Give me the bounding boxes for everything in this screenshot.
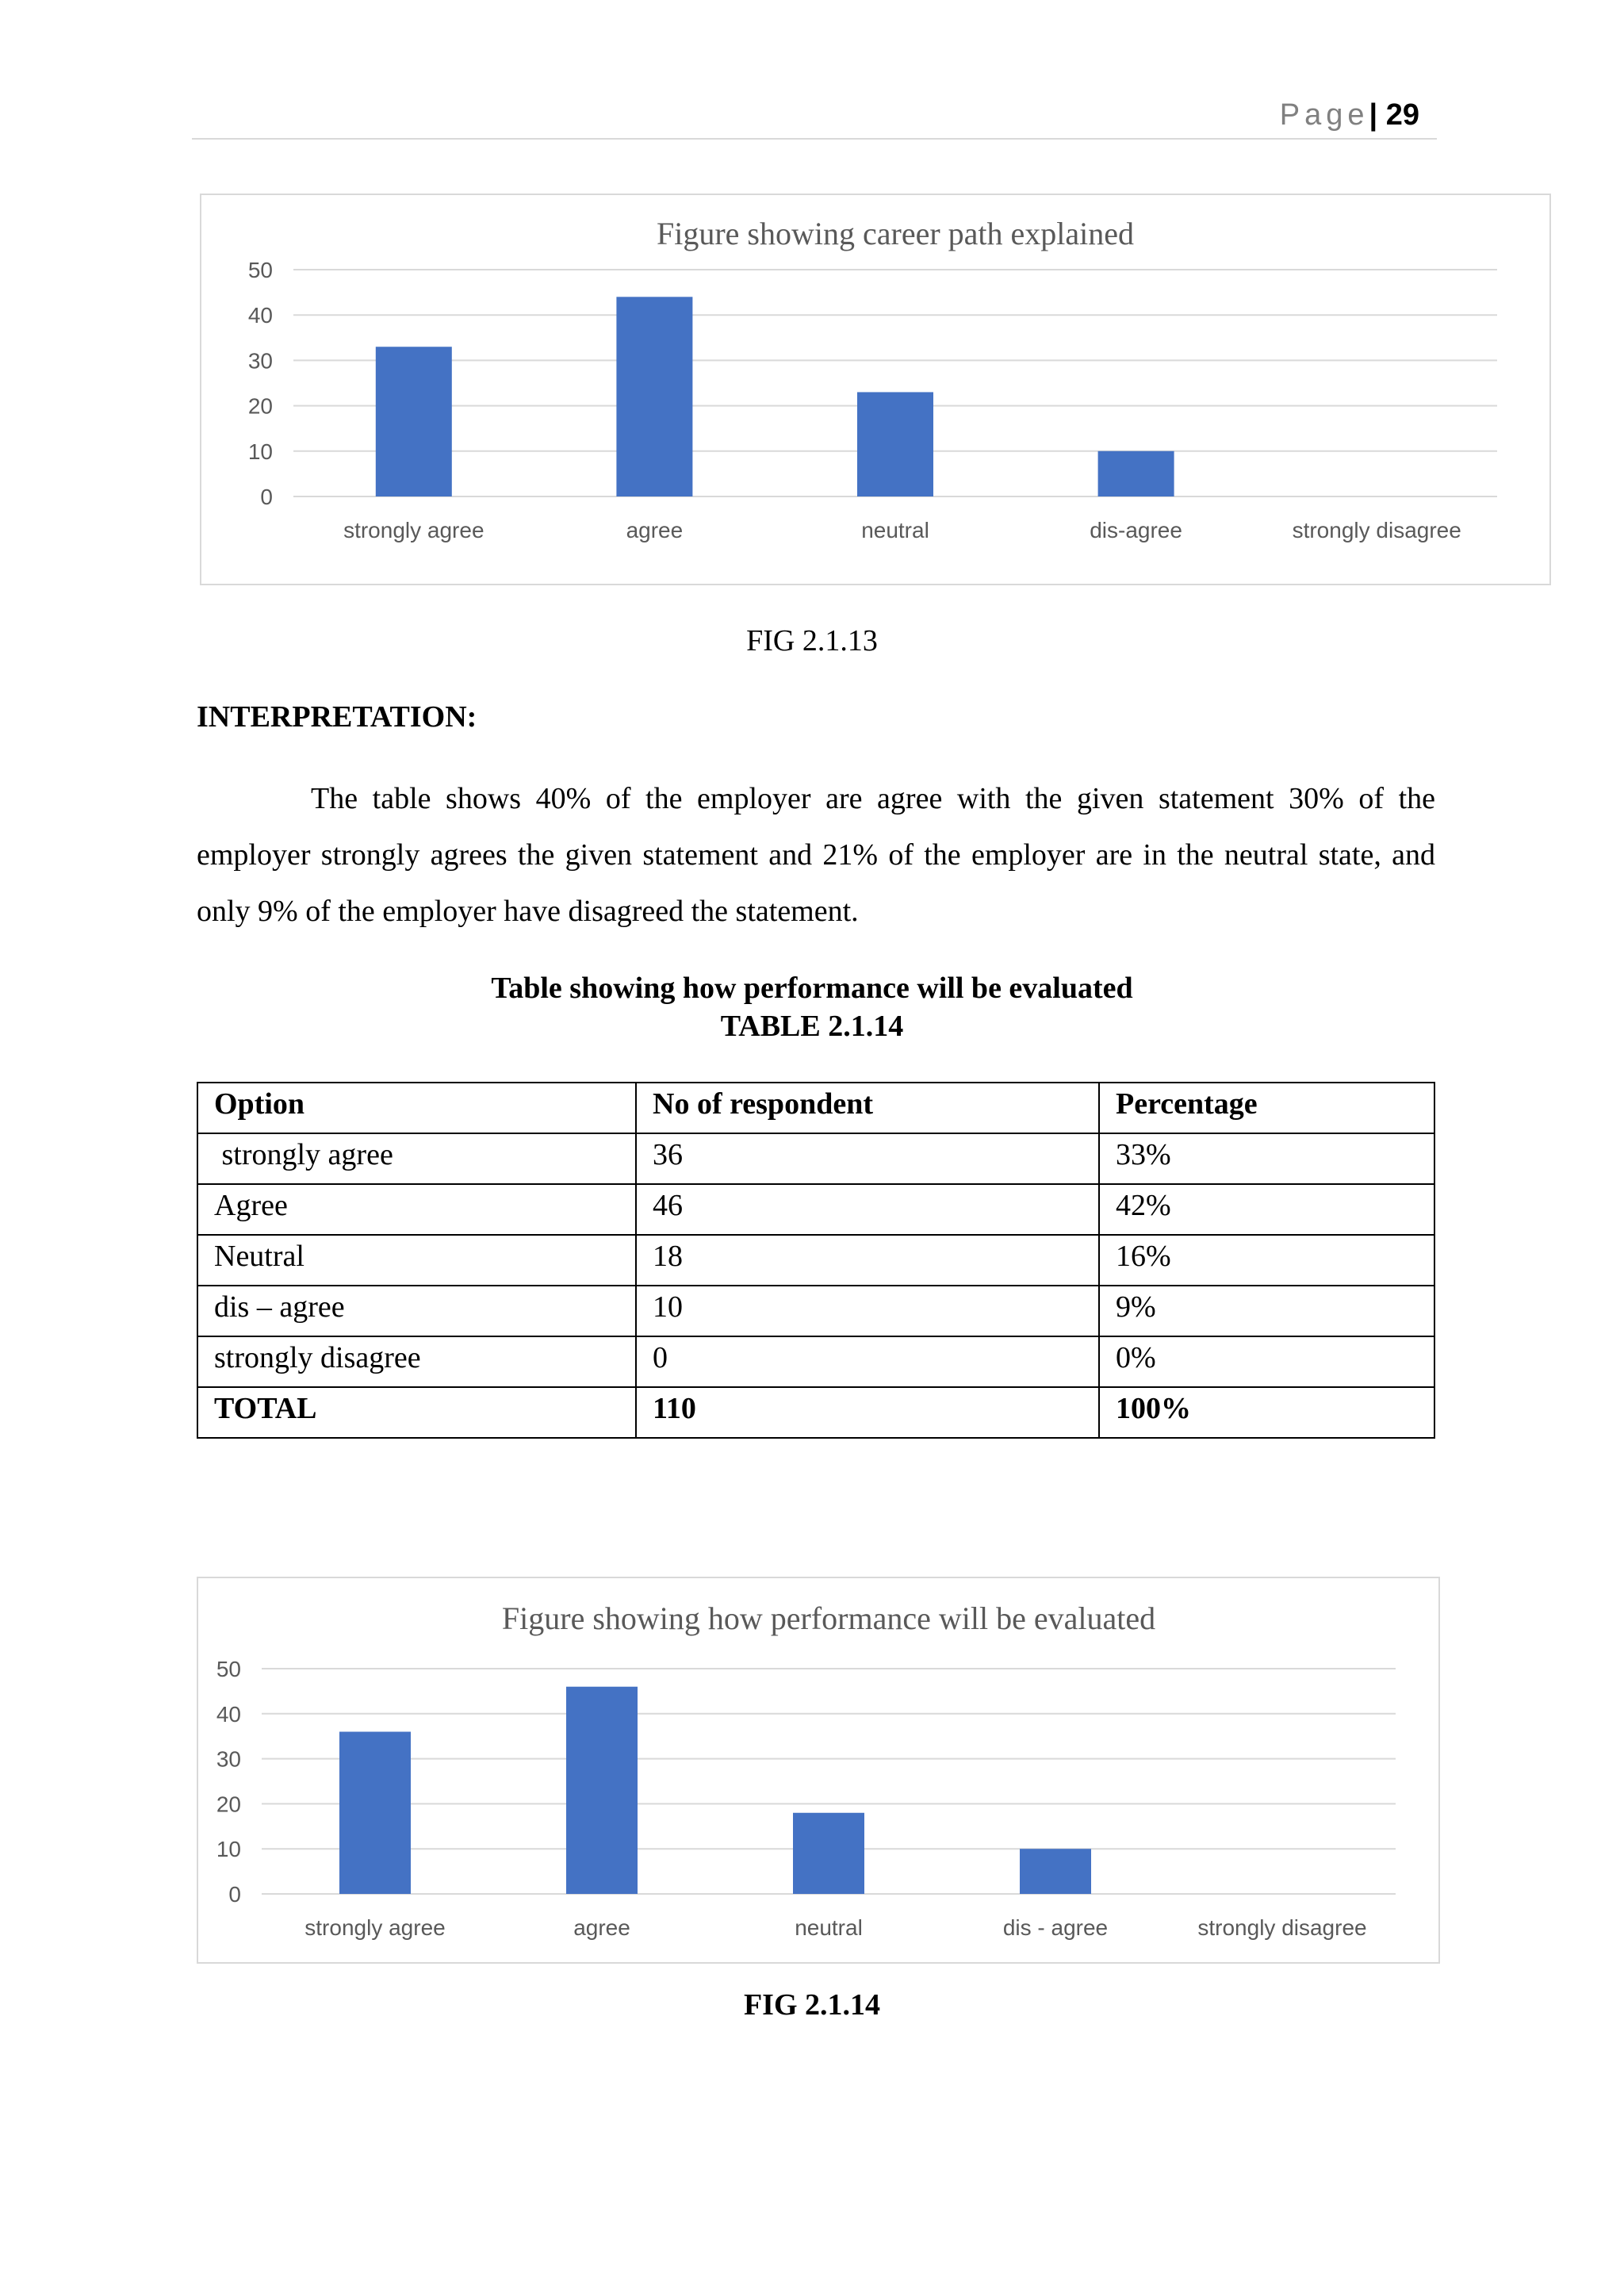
- x-tick-label: strongly disagree: [1292, 518, 1461, 542]
- chart-svg: [198, 1578, 1438, 1962]
- x-tick-label: agree: [573, 1915, 630, 1940]
- cell-option: strongly disagree: [197, 1336, 636, 1387]
- cell-respondents: 0: [636, 1336, 1099, 1387]
- y-tick-label: 50: [247, 258, 273, 282]
- page-word: Page: [1279, 98, 1369, 132]
- x-tick-label: strongly agree: [304, 1915, 446, 1940]
- x-tick-label: strongly disagree: [1197, 1915, 1367, 1940]
- y-tick-label: 0: [228, 1882, 241, 1907]
- table-row: [197, 1286, 1434, 1336]
- header-option: Option: [197, 1083, 636, 1133]
- chart-title: Figure showing how performance will be evaluated: [501, 1600, 1156, 1636]
- x-tick-label: dis - agree: [1002, 1915, 1109, 1940]
- x-tick-label: neutral: [861, 518, 929, 542]
- figure-caption-14: FIG 2.1.14: [743, 1988, 881, 2022]
- table-title: Table showing how performance will be evaluated: [491, 972, 1133, 1005]
- total-label: TOTAL: [197, 1387, 636, 1438]
- bar: [1098, 451, 1174, 496]
- cell-percentage: 9%: [1099, 1286, 1434, 1336]
- y-tick-label: 40: [216, 1701, 241, 1727]
- page-number: [1280, 98, 1419, 132]
- chart-career-path: [200, 194, 1551, 585]
- x-tick-label: neutral: [795, 1915, 863, 1940]
- cell-respondents: 18: [636, 1235, 1099, 1286]
- chart-title: Figure showing career path explained: [656, 216, 1135, 251]
- bar: [616, 297, 692, 496]
- bar: [339, 1732, 411, 1894]
- y-tick-label: 30: [216, 1746, 241, 1772]
- cell-percentage: 16%: [1099, 1235, 1434, 1286]
- y-tick-label: 20: [216, 1792, 241, 1817]
- y-tick-label: 30: [247, 348, 273, 374]
- y-tick-label: 0: [260, 485, 273, 509]
- table-row: [197, 1184, 1434, 1235]
- x-tick-label: agree: [626, 518, 684, 542]
- table-total-row: [197, 1387, 1434, 1438]
- table-row: [197, 1133, 1434, 1184]
- bar: [857, 392, 933, 496]
- performance-table: [197, 1082, 1435, 1439]
- bar: [1020, 1849, 1091, 1894]
- cell-respondents: 36: [636, 1133, 1099, 1184]
- y-tick-label: 40: [247, 303, 273, 328]
- header-respondents: No of respondent: [636, 1083, 1099, 1133]
- table-row: [197, 1336, 1434, 1387]
- total-respondents: 110: [636, 1387, 1099, 1438]
- cell-option: Agree: [197, 1184, 636, 1235]
- page-number-value: 29: [1385, 98, 1419, 132]
- page-separator: |: [1369, 98, 1378, 132]
- y-tick-label: 50: [216, 1657, 241, 1681]
- chart-performance-evaluation: [197, 1577, 1440, 1964]
- cell-percentage: 33%: [1099, 1133, 1434, 1184]
- cell-option: strongly agree: [197, 1133, 636, 1184]
- header-percentage: Percentage: [1099, 1083, 1434, 1133]
- figure-caption-13: FIG 2.1.13: [746, 624, 878, 657]
- bar: [376, 347, 452, 496]
- table-number: TABLE 2.1.14: [720, 1010, 904, 1043]
- interpretation-heading: INTERPRETATION:: [197, 700, 477, 734]
- page-header: [192, 94, 1437, 140]
- bar: [793, 1813, 864, 1894]
- y-tick-label: 10: [216, 1837, 241, 1862]
- x-tick-label: strongly agree: [343, 518, 485, 542]
- interpretation-paragraph: [197, 771, 1435, 940]
- bar: [566, 1687, 638, 1894]
- y-tick-label: 20: [247, 393, 273, 419]
- table-header-row: [197, 1083, 1434, 1133]
- total-percentage: 100%: [1099, 1387, 1434, 1438]
- cell-option: Neutral: [197, 1235, 636, 1286]
- cell-option: dis – agree: [197, 1286, 636, 1336]
- cell-respondents: 10: [636, 1286, 1099, 1336]
- y-tick-label: 10: [247, 439, 273, 464]
- cell-percentage: 0%: [1099, 1336, 1434, 1387]
- chart-svg: [201, 195, 1549, 584]
- x-tick-label: dis-agree: [1090, 518, 1182, 542]
- cell-respondents: 46: [636, 1184, 1099, 1235]
- interpretation-text: The table shows 40% of the employer are agree with the given statement 30% of the employer strongly agrees the given statement and 21% of the employer are in the neutral state, and only 9% of the employer have disagreed the statement.: [197, 782, 1435, 928]
- cell-percentage: 42%: [1099, 1184, 1434, 1235]
- table-row: [197, 1235, 1434, 1286]
